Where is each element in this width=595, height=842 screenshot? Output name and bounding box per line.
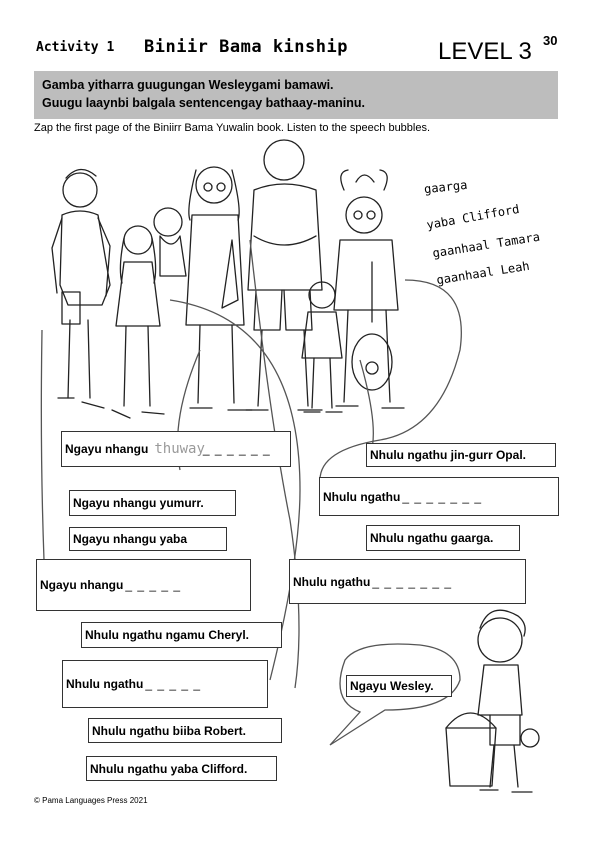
word-label-yaba-clifford: yaba Clifford [425,201,521,233]
activity-title: Biniir Bama kinship [144,37,348,57]
wesley-figure [446,610,539,792]
sentence-text: Nhulu ngathu [66,677,144,691]
sentence-box-7 [88,718,282,743]
small-girl-figure [302,282,342,412]
sentence-box-6[interactable] [62,660,268,708]
mother-figure [186,167,252,410]
sentence-box-10[interactable] [319,477,559,516]
sentence-text: Nhulu ngathu yaba Clifford. [90,761,248,776]
zap-instruction: Zap the first page of the Biniirr Bama Yuwalin book. Listen to the speech bubbles. [34,122,431,134]
father-figure [246,140,322,410]
answer-blank: _ _ _ _ _ [125,578,182,592]
activity-label: Activity 1 [36,40,115,55]
sentence-box-1[interactable] [61,431,291,467]
page-number: 30 [543,33,558,48]
sentence-box-8 [86,756,277,781]
sentence-box-4[interactable] [36,559,251,611]
answer-blank: _ _ _ _ _ _ _ [372,574,453,589]
sentence-text: Nhulu ngathu jin-gurr Opal. [370,448,526,462]
sentence-box-11 [366,525,520,551]
sentence-text: Nhulu ngathu biiba Robert. [92,723,246,738]
connector-line-1 [41,330,44,560]
answer-blank: _ _ _ _ _ [145,677,202,691]
boy-with-book-figure [52,169,110,408]
level-label: LEVEL 3 [438,38,532,65]
baby-figure [154,208,186,276]
sentence-text: Ngayu nhangu [65,442,149,456]
sentence-box-12[interactable] [289,559,526,604]
answer-blank: _ _ _ _ _ _ [202,442,271,456]
sentence-box-13 [346,675,452,697]
sentence-box-2 [69,490,236,516]
sentence-box-3 [69,527,227,551]
word-label-gaarga: gaarga [423,177,468,197]
word-label-gaanhaal-leah: gaanhaal Leah [435,258,531,288]
sentence-text: Nhulu ngathu ngamu Cheryl. [85,628,249,642]
sentence-text: Nhulu ngathu gaarga. [370,531,494,545]
copyright-notice: © Pama Languages Press 2021 [34,796,148,805]
instruction-line-1: Gamba yitharra guugungan Wesleygami bamawi. [42,78,334,92]
girl-with-guitar-figure [334,170,404,408]
word-label-gaanhaal-tamara: gaanhaal Tamara [431,229,541,261]
sentence-text: Ngayu Wesley. [350,679,434,693]
sentence-text: Nhulu ngathu [323,489,401,504]
sentence-text: Ngayu nhangu yumurr. [73,496,204,510]
instruction-box [34,71,558,119]
handwritten-answer: thuway [154,441,205,457]
instruction-line-2: Guugu laaynbi balgala sentencengay bathaay-maninu. [42,96,365,110]
sentence-text: Ngayu nhangu [40,578,124,592]
answer-blank: _ _ _ _ _ _ _ [402,489,483,504]
sentence-text: Nhulu ngathu [293,574,371,589]
sentence-box-5 [81,622,282,648]
sentence-text: Ngayu nhangu yaba [73,532,188,546]
girl-with-braids-figure [112,226,164,418]
sentence-box-9 [366,443,556,467]
